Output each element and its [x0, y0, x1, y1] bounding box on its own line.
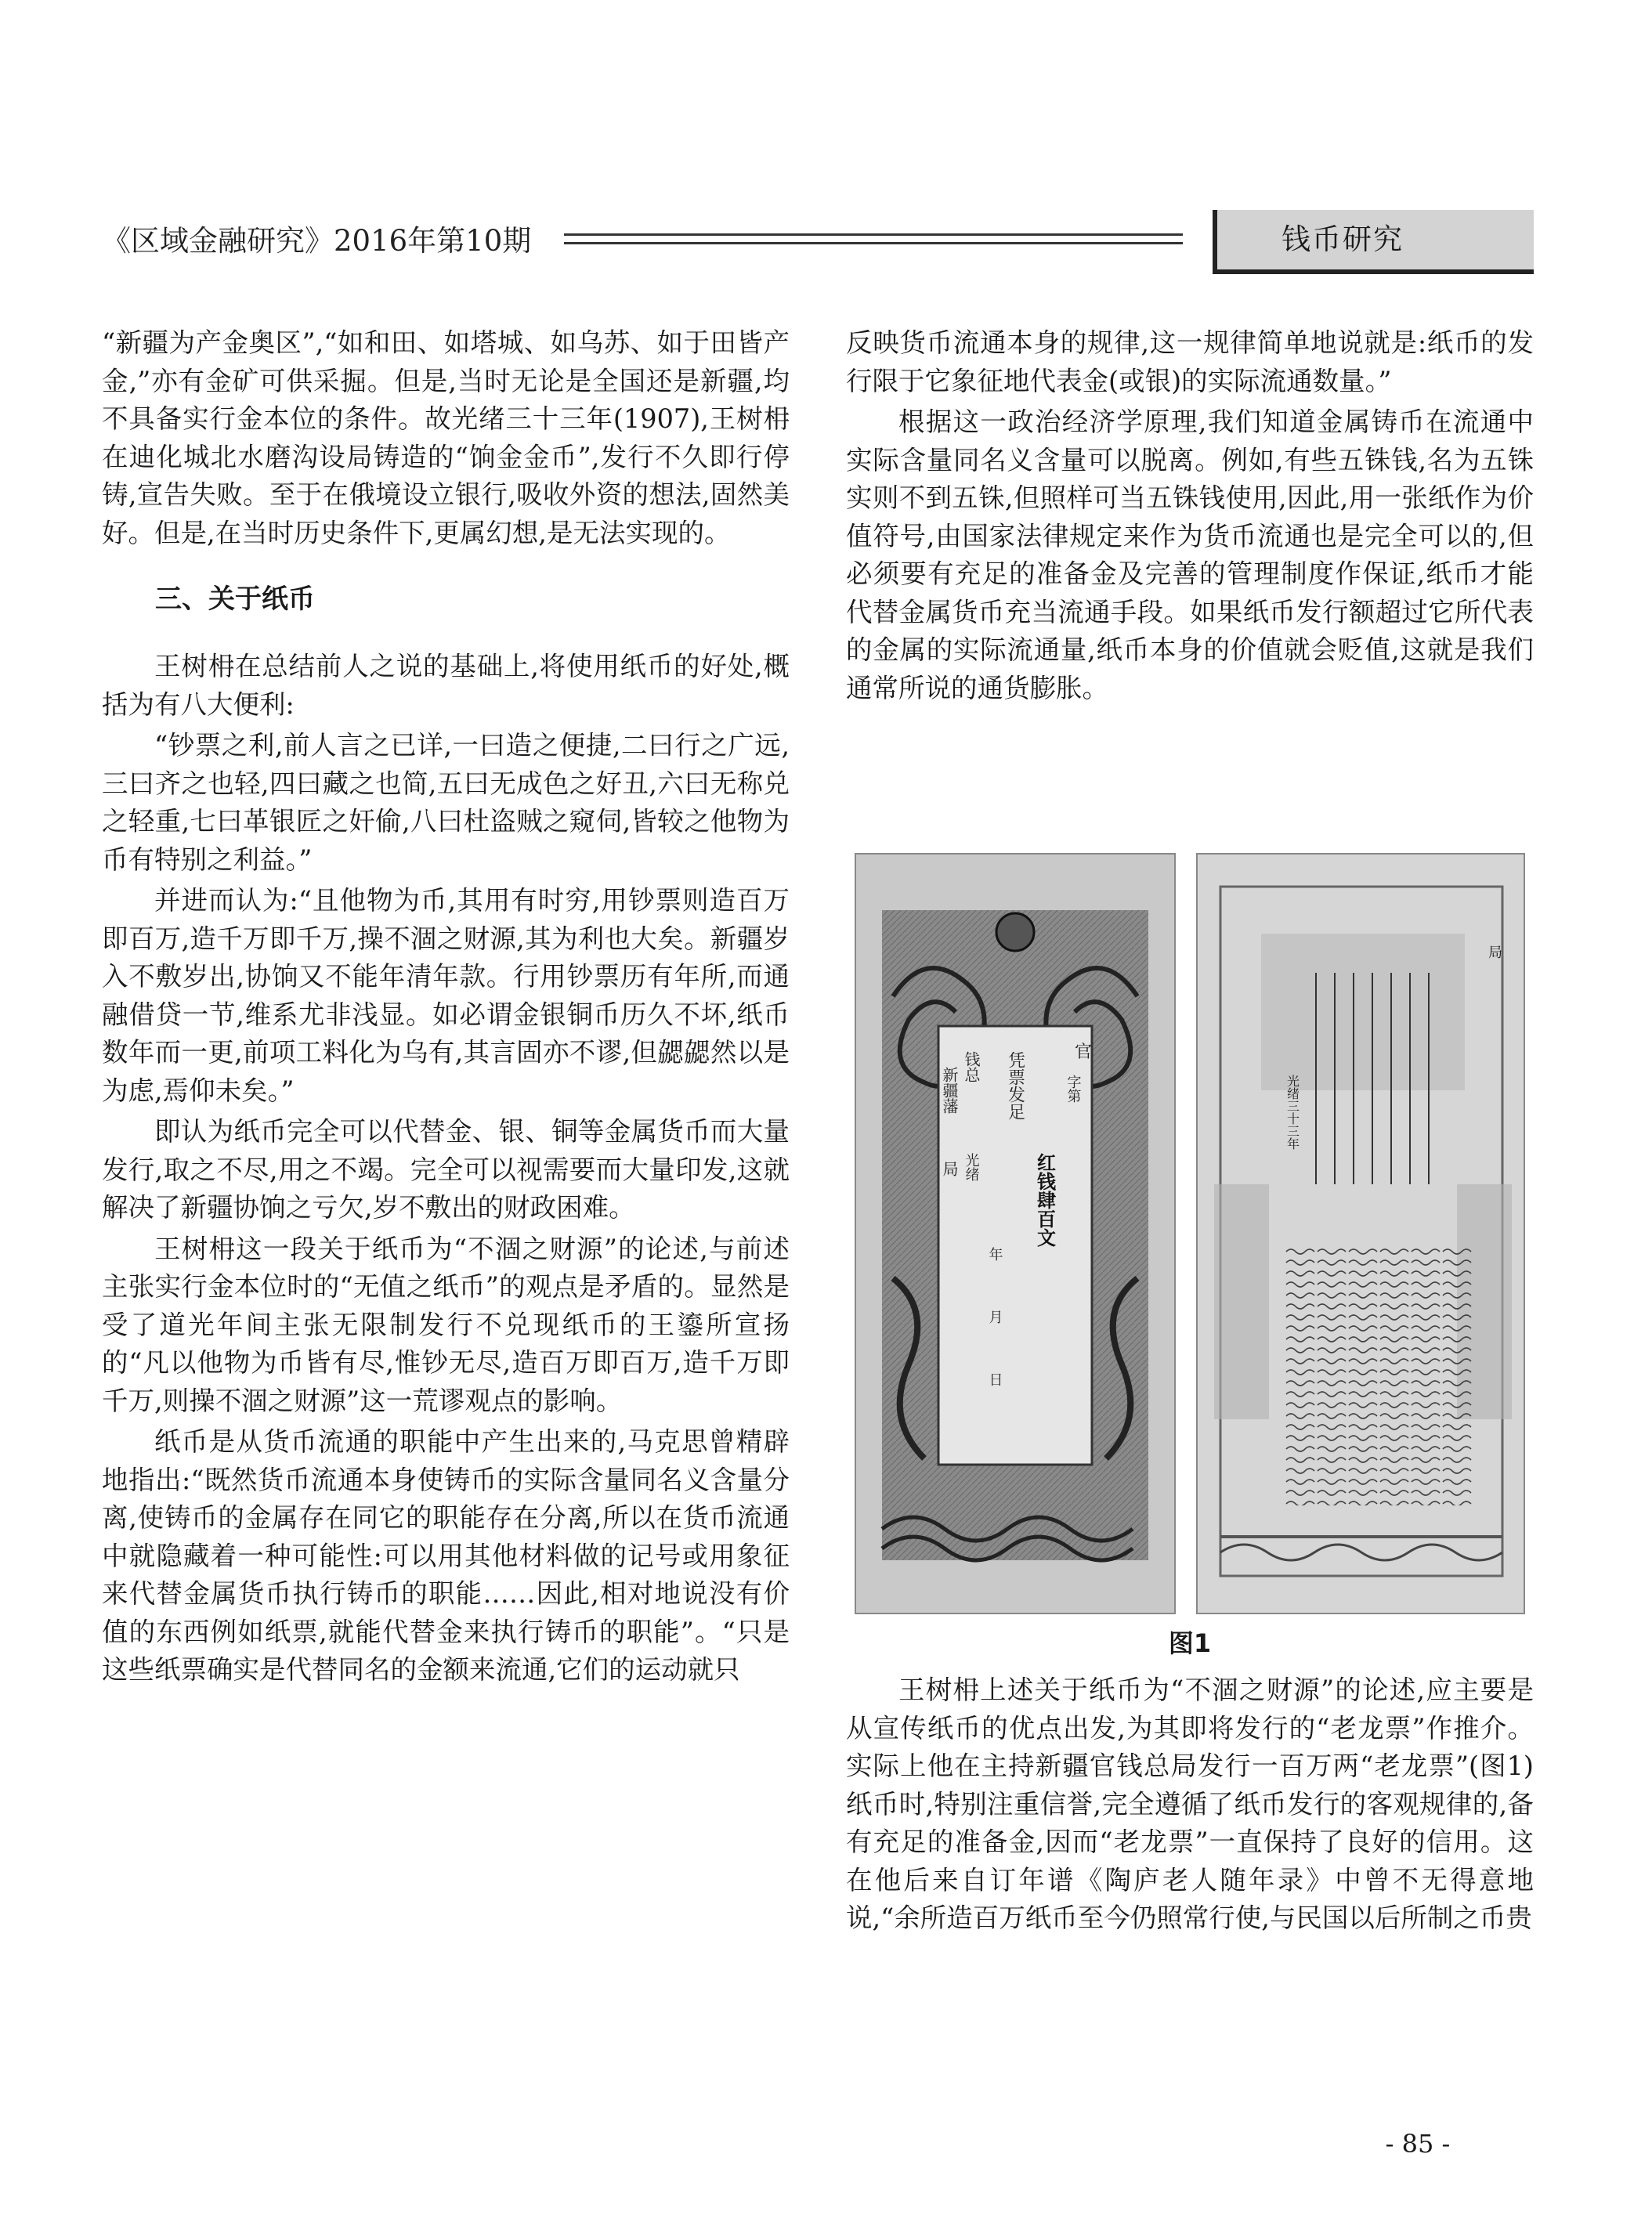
svg-text:年: 年 — [986, 1247, 1003, 1261]
pearl-icon — [996, 913, 1034, 951]
section-tag: 钱币研究 — [1213, 210, 1534, 274]
paragraph: “钞票之利,前人言之已详,一曰造之便捷,二曰行之广远,三曰齐之也轻,四曰藏之也简,五曰无成色之好丑,六曰无称兑之轻重,七曰革银匠之奸偷,八曰杜盗贼之窥伺,皆较之他物为币有特别之利益。” — [102, 730, 790, 875]
banknote-back — [1197, 854, 1524, 1613]
left-column — [102, 324, 790, 1693]
seal-top-icon — [1261, 934, 1465, 1090]
journal-title: 《区域金融研究》2016年第10期 — [102, 224, 532, 258]
svg-text:钱总: 钱总 — [962, 1051, 981, 1082]
page-number: - 85 - — [1385, 2129, 1451, 2159]
paragraph: 反映货币流通本身的规律,这一规律简单地说就是:纸币的发行限于它象征地代表金(或银)的实际流通数量。” — [846, 327, 1534, 396]
paragraph: 并进而认为:“且他物为币,其用有时穷,用钞票则造百万即百万,造千万即千万,操不涸之财源,其为利也大矣。新疆岁入不敷岁出,协饷又不能年清年款。行用钞票历有年所,而通融借贷一节,维系尤非浅显。如必谓金银铜币历久不坏,纸币数年而一更,前项工料化为乌有,其言固亦不谬,但勰勰然以是为虑,焉仰未矣。” — [102, 885, 790, 1106]
svg-text:字第: 字第 — [1065, 1075, 1082, 1103]
svg-text:光绪: 光绪 — [963, 1153, 980, 1181]
svg-text:官: 官 — [1075, 1043, 1093, 1062]
svg-text:月: 月 — [986, 1310, 1003, 1324]
header-double-rule — [564, 233, 1183, 244]
banknote-photo — [846, 840, 1534, 1621]
paragraph: 即认为纸币完全可以代替金、银、铜等金属货币而大量发行,取之不尽,用之不竭。完全可以视需要而大量印发,这就解决了新疆协饷之亏欠,岁不敷出的财政困难。 — [102, 1116, 790, 1223]
paragraph: 纸币是从货币流通的职能中产生出来的,马克思曾精辟地指出:“既然货币流通本身使铸币的实际含量同名义含量分离,使铸币的金属存在同它的职能存在分离,所以在货币流通中就隐藏着一种可能性:可以用其他材料做的记号或用象征来代替金属货币执行铸币的职能……因此,相对地说没有价值的东西例如纸票,就能代替金来执行铸币的职能”。“只是这些纸票确实是代替同名的金额来流通,它们的运动就只 — [102, 1426, 790, 1685]
svg-text:新疆藩: 新疆藩 — [940, 1067, 959, 1114]
svg-text:局: 局 — [940, 1161, 959, 1176]
svg-text:光绪三十三年: 光绪三十三年 — [1285, 1075, 1300, 1150]
right-column-bottom — [846, 1671, 1534, 1941]
svg-text:局: 局 — [1488, 945, 1502, 961]
figure-banknotes — [846, 840, 1534, 1621]
paragraph: “新疆为产金奥区”,“如和田、如塔城、如乌苏、如于田皆产金,”亦有金矿可供采掘。但是,当时无论是全国还是新疆,均不具备实行金本位的条件。故光绪三十三年(1907),王树枏在迪化城北水磨沟设局铸造的“饷金金币”,发行不久即行停铸,宣告失败。至于在俄境设立银行,吸收外资的想法,固然美好。但是,在当时历史条件下,更属幻想,是无法实现的。 — [102, 327, 790, 548]
svg-text:红钱肆百文: 红钱肆百文 — [1033, 1153, 1057, 1247]
paragraph: 王树枏上述关于纸币为“不涸之财源”的论述,应主要是从宣传纸币的优点出发,为其即将发行的“老龙票”作推介。实际上他在主持新疆官钱总局发行一百万两“老龙票”(图1)纸币时,特别注重信誉,完全遵循了纸币发行的客观规律的,备有充足的准备金,因而“老龙票”一直保持了良好的信用。这在他后来自订年谱《陶庐老人随年录》中曾不无得意地说,“余所造百万纸币至今仍照常行使,与民国以后所制之币贵 — [846, 1675, 1534, 1933]
figure-caption: 图1 — [1168, 1628, 1212, 1658]
paragraph: 根据这一政治经济学原理,我们知道金属铸币在流通中实际含量同名义含量可以脱离。例如,有些五铢钱,名为五铢实则不到五铢,但照样可当五铢钱使用,因此,用一张纸作为价值符号,由国家法律规定来作为货币流通也是完全可以的,但必须要有充足的准备金及完善的管理制度作保证,纸币才能代替金属货币充当流通手段。如果纸币发行额超过它所代表的金属的实际流通量,纸币本身的价值就会贬值,这就是我们通常所说的通货膨胀。 — [846, 407, 1534, 703]
banknote-front — [855, 854, 1175, 1613]
section-heading: 三、关于纸币 — [155, 584, 315, 615]
paragraph: 王树枏这一段关于纸币为“不涸之财源”的论述,与前述主张实行金本位时的“无值之纸币”的观点是矛盾的。显然是受了道光年间主张无限制发行不兑现纸币的王鎏所宣扬的“凡以他物为币皆有尽,惟钞无尽,造百万即百万,造千万即千万,则操不涸之财源”这一荒谬观点的影响。 — [102, 1233, 790, 1416]
right-column-top — [846, 324, 1534, 710]
svg-text:凭票发足: 凭票发足 — [1005, 1051, 1025, 1120]
arabic-script-block — [1285, 1247, 1473, 1505]
paragraph: 王树枏在总结前人之说的基础上,将使用纸币的好处,概括为有八大便利: — [102, 651, 790, 720]
svg-text:日: 日 — [986, 1372, 1003, 1386]
